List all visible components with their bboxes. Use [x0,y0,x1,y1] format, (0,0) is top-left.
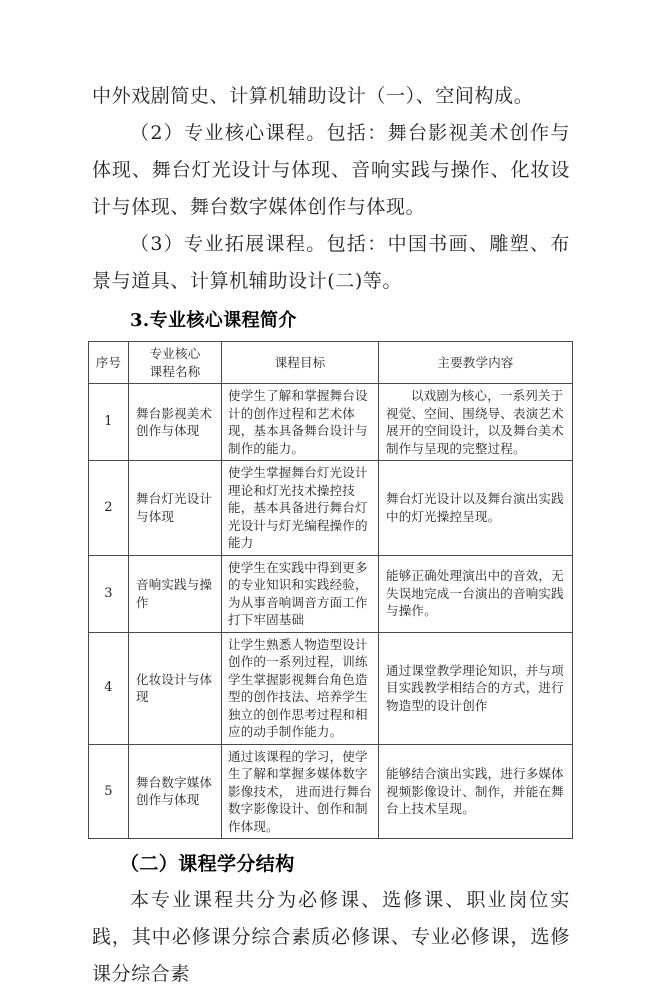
section-heading-core-course-intro: 3.专业核心课程简介 [130,310,297,331]
table-cell-main-content: 通过课堂教学理论知识，并与项目实践教学相结合的方式，进行物造型的设计创作 [379,632,573,744]
table-cell-main-content-text: 以戏剧为核心，一系列关于视觉、空间、围绕导、表演艺术展开的空间设计，以及舞台美术制作与呈现的完整过程。 [386,388,564,456]
table-cell-no: 5 [89,744,129,839]
core-course-table [88,341,573,839]
table-cell-main-content: 舞台灯光设计以及舞台演出实践中的灯光操控呈现。 [379,461,573,556]
table-header-course-goal: 课程目标 [222,342,379,384]
table-cell-main-content: 能够正确处理演出中的音效，无失误地完成一台演出的音响实践与操作。 [379,555,573,632]
table-cell-course-name: 舞台数字媒体创作与体现 [129,744,222,839]
table-cell-course-name: 舞台影视美术创作与体现 [129,384,222,461]
table-header-course-name [129,342,222,384]
table-cell-no: 4 [89,632,129,744]
table-row [89,744,573,839]
section-heading-credit-structure: （二）课程学分结构 [120,853,295,875]
paragraph-line-continuation: 中外戏剧简史、计算机辅助设计（一）、空间构成。 [92,85,534,107]
table-cell-course-goal: 通过该课程的学习，使学生了解和掌握多媒体数字影像技术， 进而进行舞台数字影像设计、创作和制作体现。 [222,744,379,839]
table-header-course-name-line2: 课程名称 [149,363,201,379]
table-cell-course-goal: 让学生熟悉人物造型设计创作的一系列过程，训练学生掌握影视舞台角色造型的创作技法、培养学生独立的创作思考过程和相应的动手制作能力。 [222,632,379,744]
table-row [89,461,573,556]
table-cell-course-goal: 使学生了解和掌握舞台设计的创作过程和艺术体现，基本具备舞台设计与制作的能力。 [222,384,379,461]
table-cell-course-goal: 使学生掌握舞台灯光设计理论和灯光技术操控技能，基本具备进行舞台灯光设计与灯光编程操作的能力 [222,461,379,556]
table-header-no: 序号 [89,342,129,384]
table-cell-course-name: 音响实践与操作 [129,555,222,632]
table-cell-course-name: 化妆设计与体现 [129,632,222,744]
table-header-row [89,342,573,384]
table-row [89,555,573,632]
table-row [89,632,573,744]
table-cell-no: 3 [89,555,129,632]
table-cell-course-goal: 使学生在实践中得到更多的专业知识和实践经验，为从事音响调音方面工作打下牢固基础 [222,555,379,632]
table-cell-course-name: 舞台灯光设计与体现 [129,461,222,556]
table-cell-main-content: 能够结合演出实践，进行多媒体视频影像设计、制作，并能在舞台上技术呈现。 [379,744,573,839]
table-header [89,342,573,384]
paragraph-core-courses: （2）专业核心课程。包括：舞台影视美术创作与体现、舞台灯光设计与体现、音响实践与操作、化妆设计与体现、舞台数字媒体创作与体现。 [92,122,570,218]
table-cell-no: 1 [89,384,129,461]
paragraph-credit-structure: 本专业课程共分为必修课、选修课、职业岗位实践，其中必修课分综合素质必修课、专业必修课，选修课分综合素 [92,889,570,985]
table-header-course-name-line1: 专业核心 [149,346,201,361]
table-cell-no: 2 [89,461,129,556]
table-body [89,384,573,839]
table-row [89,384,573,461]
paragraph-extension-courses: （3）专业拓展课程。包括：中国书画、雕塑、布景与道具、计算机辅助设计(二)等。 [92,233,570,292]
table-header-main-content: 主要教学内容 [379,342,573,384]
table-cell-main-content [379,384,573,461]
